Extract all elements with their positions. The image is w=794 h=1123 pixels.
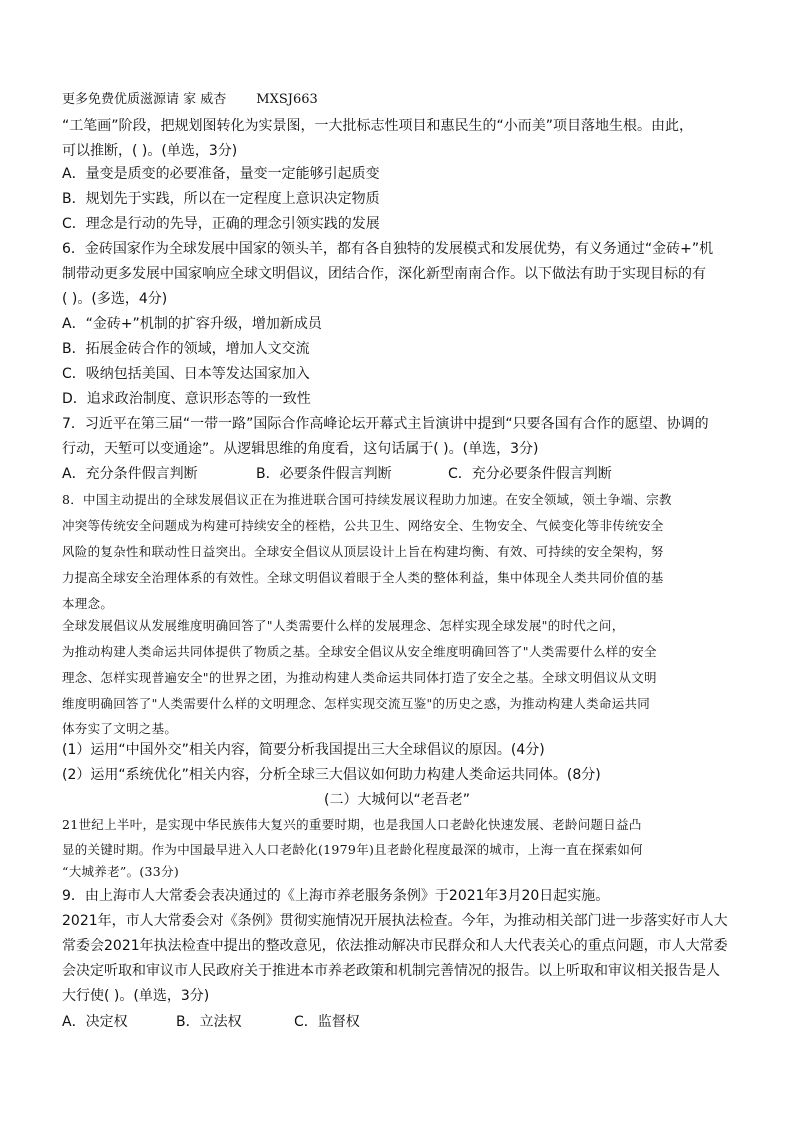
q6-option-a: A．“金砖+”机制的扩容升级，增加新成员 bbox=[62, 316, 322, 332]
q9-stem-line-3: 常委会2021年执法检查中提出的整改意见，依法推动解决市民群众和人大代表关心的重点问题，市人大常委 bbox=[62, 938, 728, 954]
q9-options bbox=[62, 1012, 360, 1032]
q7-option-c: C．充分必要条件假言判断 bbox=[448, 466, 612, 482]
q6-option-c: C．吸纳包括美国、日本等发达国家加入 bbox=[62, 366, 310, 382]
q7-options bbox=[62, 464, 612, 484]
q7-option-b: B．必要条件假言判断 bbox=[256, 466, 392, 482]
q6-stem-line-2: 制带动更多发展中国家响应全球文明倡议，团结合作，深化新型南南合作。以下做法有助于实现目标的有 bbox=[62, 266, 706, 282]
q8-material-line-10: 体夯实了文明之基。 bbox=[62, 721, 178, 736]
q9-option-a: A．决定权 bbox=[62, 1014, 128, 1030]
section-2-material-line-3: “大城养老”。(33分) bbox=[62, 864, 180, 879]
q6-option-d: D．追求政治制度、意识形态等的一致性 bbox=[62, 391, 311, 407]
section-2-material-line-2: 显的关键时期。作为中国最早进入人口老龄化(1979年)且老龄化程度最深的城市，上海一直在探索如何 bbox=[62, 842, 643, 857]
q8-material-line-7: 为推动构建人类命运共同体提供了物质之基。全球安全倡议从安全维度明确回答了"人类需要什么样的安全 bbox=[62, 644, 657, 659]
q8-subquestion-2: (2）运用“系统优化”相关内容，分析全球三大倡议如何助力构建人类命运共同体。(8分) bbox=[62, 767, 601, 783]
source-text: 更多免费优质滋源请 家 威杏 bbox=[62, 92, 227, 107]
section-2-material-line-1: 21世纪上半叶，是实现中华民族伟大复兴的重要时期，也是我国人口老龄化快速发展、老龄问题日益凸 bbox=[62, 817, 642, 832]
q6-stem-line-1: 6．金砖国家作为全球发展中国家的领头羊，都有各自独特的发展模式和发展优势，有义务通过“金砖+”机 bbox=[62, 241, 714, 257]
q9-stem-line-5: 大行使( )。(单选，3分) bbox=[62, 988, 210, 1004]
q7-stem-line-2: 行动，天堑可以变通途”。从逻辑思维的角度看，这句话属于( )。(单选，3分) bbox=[62, 441, 539, 457]
q9-option-c: C．监督权 bbox=[294, 1014, 360, 1030]
q8-subquestion-1: (1）运用“中国外交”相关内容，简要分析我国提出三大全球倡议的原因。(4分) bbox=[62, 742, 545, 758]
q9-option-b: B．立法权 bbox=[176, 1014, 242, 1030]
q5-option-b: B．规划先于实践，所以在一定程度上意识决定物质 bbox=[62, 191, 380, 207]
q5-option-c: C．理念是行动的先导，正确的理念引领实践的发展 bbox=[62, 216, 380, 232]
q9-stem-line-1: 9．由上海市人大常委会表决通过的《上海市养老服务条例》于2021年3月20日起实施。 bbox=[62, 888, 610, 904]
q8-material-line-9: 维度明确回答了"人类需要什么样的文明理念、怎样实现交流互鉴"的历史之惑，为推动构建人类命运共同 bbox=[62, 696, 651, 711]
q7-option-a: A．充分条件假言判断 bbox=[62, 466, 198, 482]
source-code: MXSJ663 bbox=[256, 92, 318, 107]
q9-stem-line-2: 2021年，市人大常委会对《条例》贯彻实施情况开展执法检查。今年，为推动相关部门进一步落实好市人大 bbox=[62, 913, 728, 929]
q8-material-line-1: 8．中国主动提出的全球发展倡议正在为推进联合国可持续发展议程助力加速。在安全领域，领土争端、宗教 bbox=[62, 492, 672, 507]
q5-stem-line-2: 可以推断，( )。(单选，3分) bbox=[62, 143, 238, 159]
source-watermark-line bbox=[62, 90, 318, 110]
q5-option-a: A．量变是质变的必要准备，量变一定能够引起质变 bbox=[62, 166, 380, 182]
q9-stem-line-4: 会决定听取和审议市人民政府关于推进本市养老政策和机制完善情况的报告。以上听取和审议相关报告是人 bbox=[62, 963, 720, 979]
section-2-title: (二）大城何以“老吾老” bbox=[324, 792, 470, 808]
q8-material-line-8: 理念、怎样实现普遍安全"的世界之团，为推动构建人类命运共同体打造了安全之基。全球文明倡议从文明 bbox=[62, 670, 657, 685]
q6-option-b: B．拓展金砖合作的领域，增加人文交流 bbox=[62, 341, 310, 357]
q8-material-line-6: 全球发展倡议从发展维度明确回答了"人类需要什么样的发展理念、怎样实现全球发展"的时代之问， bbox=[62, 618, 625, 633]
q8-material-line-3: 风险的复杂性和联动性日益突出。全球安全倡议从顶层设计上旨在构建均衡、有效、可持续的安全架构，努 bbox=[62, 544, 664, 559]
q8-material-line-4: 力提高全球安全治理体系的有效性。全球文明倡议着眼于全人类的整体利益，集中体现全人类共同价值的基 bbox=[62, 570, 664, 585]
q7-stem-line-1: 7．习近平在第三届“一带一路”国际合作高峰论坛开幕式主旨演讲中提到“只要各国有合作的愿望、协调的 bbox=[62, 416, 709, 432]
q8-material-line-2: 冲突等传统安全问题成为构建可持续安全的桎梏，公共卫生、网络安全、生物安全、气候变化等非传统安全 bbox=[62, 518, 664, 533]
q6-stem-line-3: ( )。(多选，4分) bbox=[62, 291, 168, 307]
q8-material-line-5: 本理念。 bbox=[62, 596, 114, 611]
q5-stem-line-1: “工笔画”阶段，把规划图转化为实景图，一大批标志性项目和惠民生的“小而美”项目落地生根。由此， bbox=[62, 118, 694, 134]
